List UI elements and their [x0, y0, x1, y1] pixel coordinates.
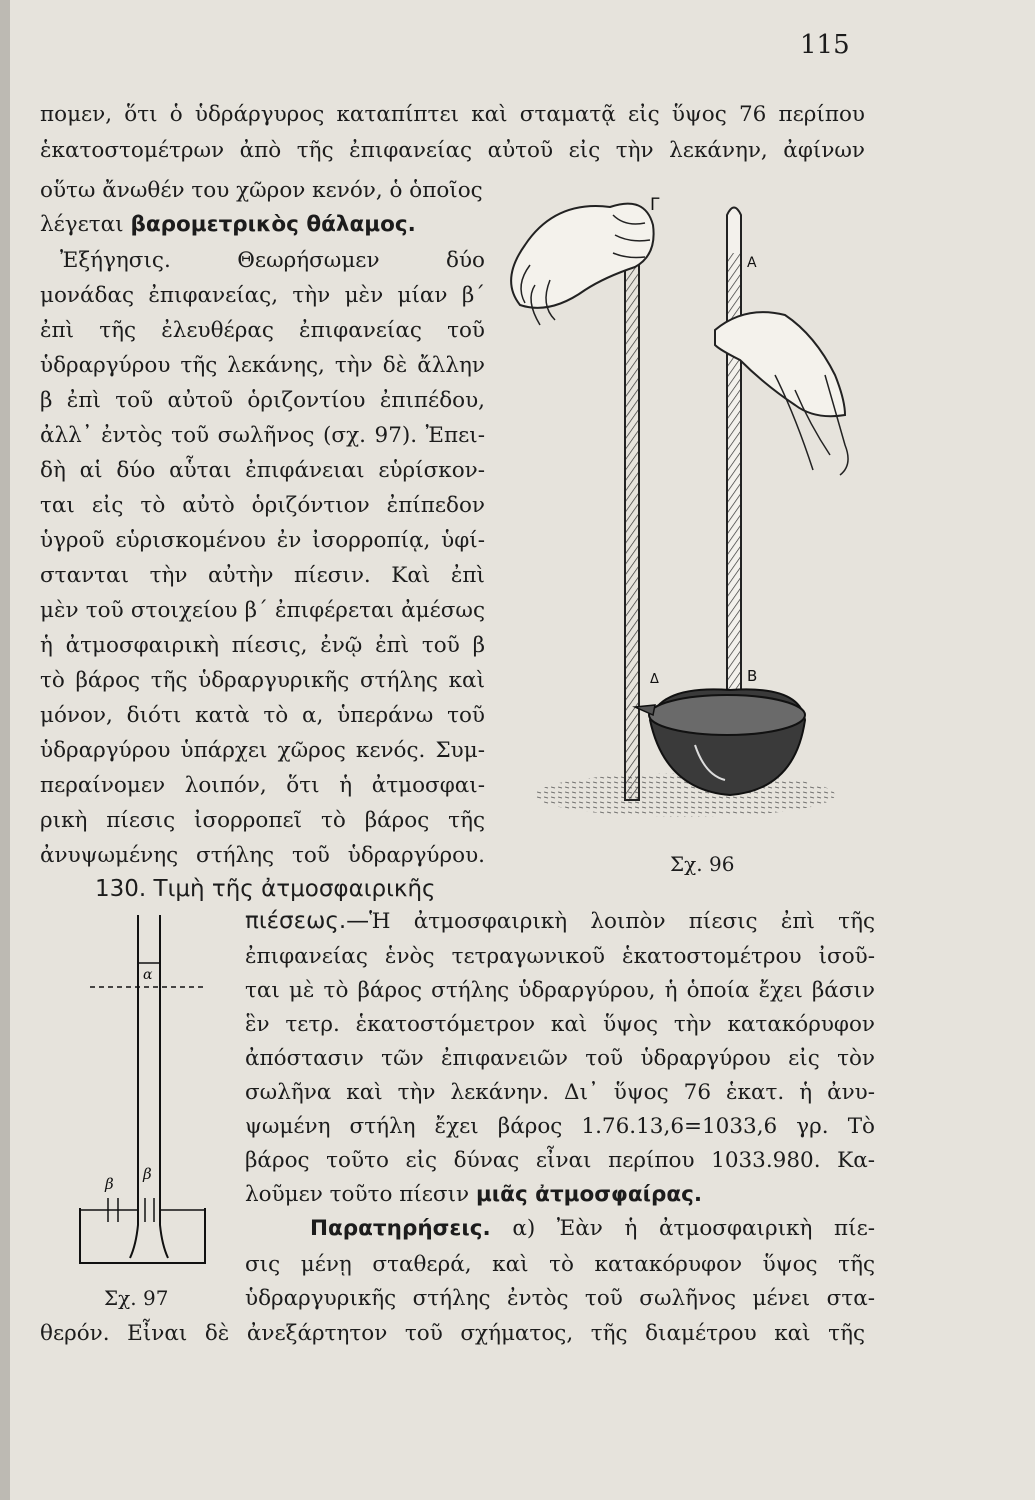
- text-line: ἑκατοστομέτρων ἀπὸ τῆς ἐπιφανείας αὐτοῦ εἰς τὴν λεκάνην, ἀφίνων: [40, 138, 865, 163]
- text-line: στανται τὴν αὐτὴν πίεσιν. Καὶ ἐπὶ: [40, 563, 485, 588]
- text-line: ψωμένη στήλη ἔχει βάρος 1.76.13,6=1033,6 γρ. Τὸ: [245, 1114, 875, 1139]
- text-line: ἀνυψωμένης στήλης τοῦ ὑδραργύρου.: [40, 843, 485, 868]
- section-heading: 130. Τιμὴ τῆς ἀτμοσφαιρικῆς: [95, 876, 436, 902]
- text-line: περαίνομεν λοιπόν, ὅτι ἡ ἀτμοσφαι-: [40, 773, 485, 798]
- basin-outline: [80, 1208, 205, 1263]
- text-line: ται μὲ τὸ βάρος στήλης ὑδραργύρου, ἡ ὁποία ἔχει βάσιν: [245, 978, 875, 1003]
- figure-97-caption: Σχ. 97: [104, 1286, 169, 1310]
- text-line: σωλῆνα καὶ τὴν λεκάνην. Δι᾽ ὕψος 76 ἑκατ. ἡ ἀνυ-: [245, 1080, 875, 1105]
- label-gamma: Γ: [650, 195, 660, 215]
- page-number: 115: [800, 30, 850, 60]
- text-line: ται εἰς τὸ αὐτὸ ὁριζόντιον ἐπίπεδον: [40, 493, 485, 518]
- label-delta: Δ: [650, 672, 659, 687]
- label-alpha-97: α: [143, 967, 153, 983]
- text-line: [40, 214, 416, 236]
- label-beta-prime-97: β: [105, 1175, 114, 1193]
- text-fragment: α) Ἐὰν ἡ ἀτμοσφαιρικὴ πίε-: [512, 1216, 875, 1241]
- text-line: τὸ βάρος τῆς ὑδραργυρικῆς στήλης καὶ: [40, 668, 485, 693]
- term-one-atmosphere: μιᾶς ἀτμοσφαίρας.: [475, 1182, 703, 1207]
- label-alpha: Α: [747, 255, 757, 271]
- section-heading-cont: πιέσεως.—: [245, 908, 370, 934]
- text-line: μὲν τοῦ στοιχείου β΄ ἐπιφέρεται ἀμέσως: [40, 598, 485, 623]
- text-line: βάρος τοῦτο εἰς δύνας εἶναι περίπου 1033.980. Κα-: [245, 1148, 875, 1173]
- text-fragment: λέγεται: [40, 212, 124, 237]
- text-line: μόνον, διότι κατὰ τὸ α, ὑπεράνω τοῦ: [40, 703, 485, 728]
- text-line: [245, 1184, 702, 1206]
- text-line: οὕτω ἄνωθέν του χῶρον κενόν, ὁ ὁποῖος: [40, 178, 483, 203]
- text-line: ἐπιφανείας ἑνὸς τετραγωνικοῦ ἑκατοστομέτρου ἰσοῦ-: [245, 944, 875, 969]
- text-line: δὴ αἱ δύο αὗται ἐπιφάνειαι εὑρίσκον-: [40, 458, 485, 483]
- text-line: ρικὴ πίεσις ἰσορροπεῖ τὸ βάρος τῆς: [40, 808, 485, 833]
- text-line: μονάδας ἐπιφανείας, τὴν μὲν μίαν β΄: [40, 283, 485, 308]
- text-fragment: Ἡ ἀτμοσφαιρικὴ λοιπὸν πίεσις ἐπὶ τῆς: [369, 909, 875, 934]
- text-line: β ἐπὶ τοῦ αὐτοῦ ὁριζοντίου ἐπιπέδου,: [40, 388, 485, 413]
- term-barometric-chamber: βαρομετρικὸς θάλαμος.: [130, 212, 416, 237]
- label-beta: Β: [747, 667, 758, 685]
- figure-96-caption: Σχ. 96: [670, 852, 735, 876]
- page-edge: [0, 0, 10, 1500]
- text-line: ὑδραργύρου ὑπάρχει χῶρος κενός. Συμ-: [40, 738, 485, 763]
- text-line: ἀλλ᾽ ἐντὸς τοῦ σωλῆνος (σχ. 97). Ἐπει-: [40, 423, 485, 448]
- remarks-heading: Παρατηρήσεις.: [310, 1216, 491, 1241]
- text-line: θερόν. Εἶναι δὲ ἀνεξάρτητον τοῦ σχήματος, τῆς διαμέτρου καὶ τῆς: [40, 1321, 865, 1346]
- text-line: ὑδραργύρου τῆς λεκάνης, τὴν δὲ ἄλλην: [40, 353, 485, 378]
- text-line: ἀπόστασιν τῶν ἐπιφανειῶν τοῦ ὑδραργύρου εἰς τὸν: [245, 1046, 875, 1071]
- tube-left: [625, 225, 639, 800]
- text-line: σις μένῃ σταθερά, καὶ τὸ κατακόρυφον ὕψος τῆς: [245, 1252, 875, 1277]
- label-beta-97: β: [143, 1165, 152, 1183]
- text-line: [310, 1218, 875, 1240]
- text-line: ἓν τετρ. ἑκατοστόμετρον καὶ ὕψος τὴν κατακόρυφον: [245, 1012, 875, 1037]
- text-fragment: λοῦμεν τοῦτο πίεσιν: [245, 1182, 470, 1207]
- figure-97: [70, 915, 215, 1270]
- text-line: ἡ ἀτμοσφαιρικὴ πίεσις, ἐνῷ ἐπὶ τοῦ β: [40, 633, 485, 658]
- text-line: Ἐξήγησις. Θεωρήσωμεν δύο: [60, 248, 485, 273]
- text-line: ἐπὶ τῆς ἐλευθέρας ἐπιφανείας τοῦ: [40, 318, 485, 343]
- text-line: ὑγροῦ εὑρισκομένου ἐν ἰσορροπίᾳ, ὑφί-: [40, 528, 485, 553]
- text-line: ὑδραργυρικῆς στήλης ἐντὸς τοῦ σωλῆνος μένει στα-: [245, 1286, 875, 1311]
- text-line: πομεν, ὅτι ὁ ὑδράργυρος καταπίπτει καὶ σταματᾷ εἰς ὕψος 76 περίπου: [40, 102, 865, 127]
- figure-96: [495, 185, 880, 875]
- text-line: [245, 910, 875, 933]
